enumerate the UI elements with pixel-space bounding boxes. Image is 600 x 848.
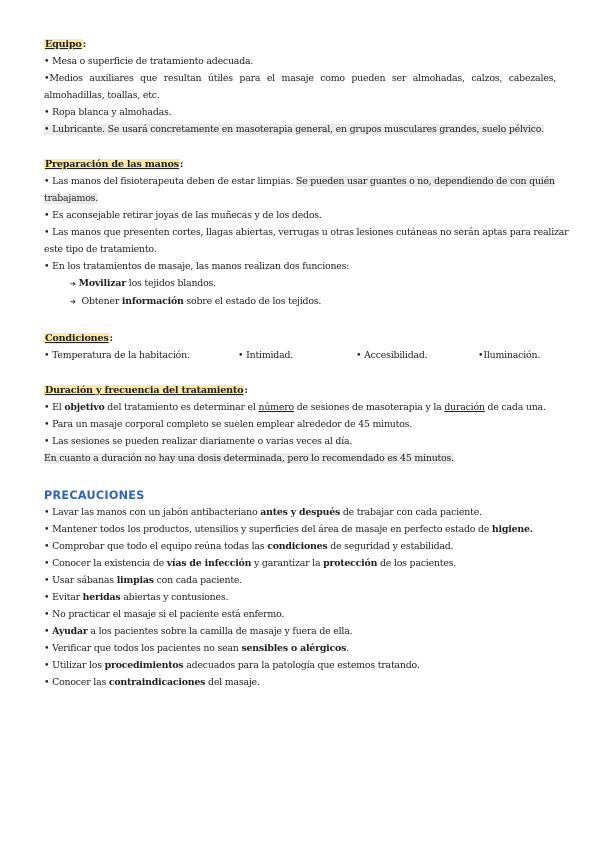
precaucion-item: • Lavar las manos con un jabón antibacteriano antes y después de trabajar con cada paciente.: [44, 507, 482, 518]
condiciones-heading: Condiciones:: [45, 333, 113, 344]
section-condiciones: [44, 330, 556, 364]
duracion-note: En cuanto a duración no hay una dosis determinada, pero lo recomendado es 45 minutos.: [44, 453, 454, 464]
preparacion-heading: Preparación de las manos:: [45, 159, 184, 170]
arrow-icon: ➔: [70, 298, 76, 306]
condicion-item: • Intimidad.: [238, 350, 294, 361]
condicion-item: • Temperatura de la habitación.: [44, 350, 190, 361]
duracion-item: • Para un masaje corporal completo se suelen emplear alrededor de 45 minutos.: [44, 419, 413, 430]
precaucion-item: • Evitar heridas abiertas y contusiones.: [44, 592, 229, 603]
preparacion-item-cont: este tipo de tratamiento.: [44, 244, 157, 255]
equipo-item: • Mesa o superficie de tratamiento adecuada.: [44, 56, 254, 67]
equipo-item: • Ropa blanca y almohadas.: [44, 107, 172, 118]
arrow-icon: ➔: [70, 280, 76, 288]
equipo-item: • Lubricante. Se usará concretamente en masoterapia general, en grupos musculares grandes, suelo pélvico.: [44, 124, 544, 135]
duracion-item: • Las sesiones se pueden realizar diariamente o varias veces al día.: [44, 436, 353, 447]
preparacion-item: • Las manos que presenten cortes, llagas abiertas, verrugas u otras lesiones cutáneas no serán aptas para realizar: [44, 227, 569, 238]
condiciones-row: [44, 347, 556, 364]
precaucion-item: • Ayudar a los pacientes sobre la camilla de masaje y fuera de ella.: [44, 626, 353, 637]
preparacion-item-cont: trabajamos.: [44, 193, 99, 204]
precauciones-title: PRECAUCIONES: [44, 489, 145, 502]
preparacion-subitem: ➔ Obtener información sobre el estado de los tejidos.: [70, 296, 322, 307]
preparacion-subitem: ➔ Movilizar los tejidos blandos.: [70, 278, 216, 289]
precaucion-item: • Usar sábanas limpias con cada paciente.: [44, 575, 243, 586]
duracion-heading: Duración y frecuencia del tratamiento:: [45, 385, 248, 396]
section-precauciones: [44, 487, 556, 691]
precaucion-item: • Mantener todos los productos, utensilios y superficies del área de masaje en perfecto estado de higiene.: [44, 524, 533, 535]
precaucion-item: • No practicar el masaje si el paciente está enfermo.: [44, 609, 285, 620]
precaucion-item: • Comprobar que todo el equipo reúna todas las condiciones de seguridad y estabilidad.: [44, 541, 454, 552]
equipo-heading: Equipo:: [45, 39, 86, 50]
section-equipo: [44, 36, 556, 138]
preparacion-item: • Las manos del fisioterapeuta deben de estar limpias. Se pueden usar guantes o no, dependiendo de con quién: [44, 176, 555, 187]
precaucion-item: • Conocer las contraindicaciones del masaje.: [44, 677, 260, 688]
condicion-item: • Accesibilidad.: [356, 350, 428, 361]
duracion-item: • El objetivo del tratamiento es determinar el número de sesiones de masoterapia y la duración de cada una.: [44, 402, 546, 413]
condicion-item: •Iluminación.: [478, 350, 541, 361]
equipo-item: •Medios auxiliares que resultan útiles para el masaje como pueden ser almohadas, calzos, cabezales, almohadillas, toallas, etc.: [44, 73, 556, 101]
preparacion-item: • Es aconsejable retirar joyas de las muñecas y de los dedos.: [44, 210, 322, 221]
precaucion-item: • Verificar que todos los pacientes no sean sensibles o alérgicos.: [44, 643, 349, 654]
section-preparacion: [44, 156, 569, 311]
precaucion-item: • Utilizar los procedimientos adecuados para la patología que estemos tratando.: [44, 660, 420, 671]
preparacion-item: • En los tratamientos de masaje, las manos realizan dos funciones:: [44, 261, 350, 272]
precaucion-item: • Conocer la existencia de vías de infección y garantizar la protección de los pacientes.: [44, 558, 457, 569]
section-duracion: [44, 382, 556, 467]
